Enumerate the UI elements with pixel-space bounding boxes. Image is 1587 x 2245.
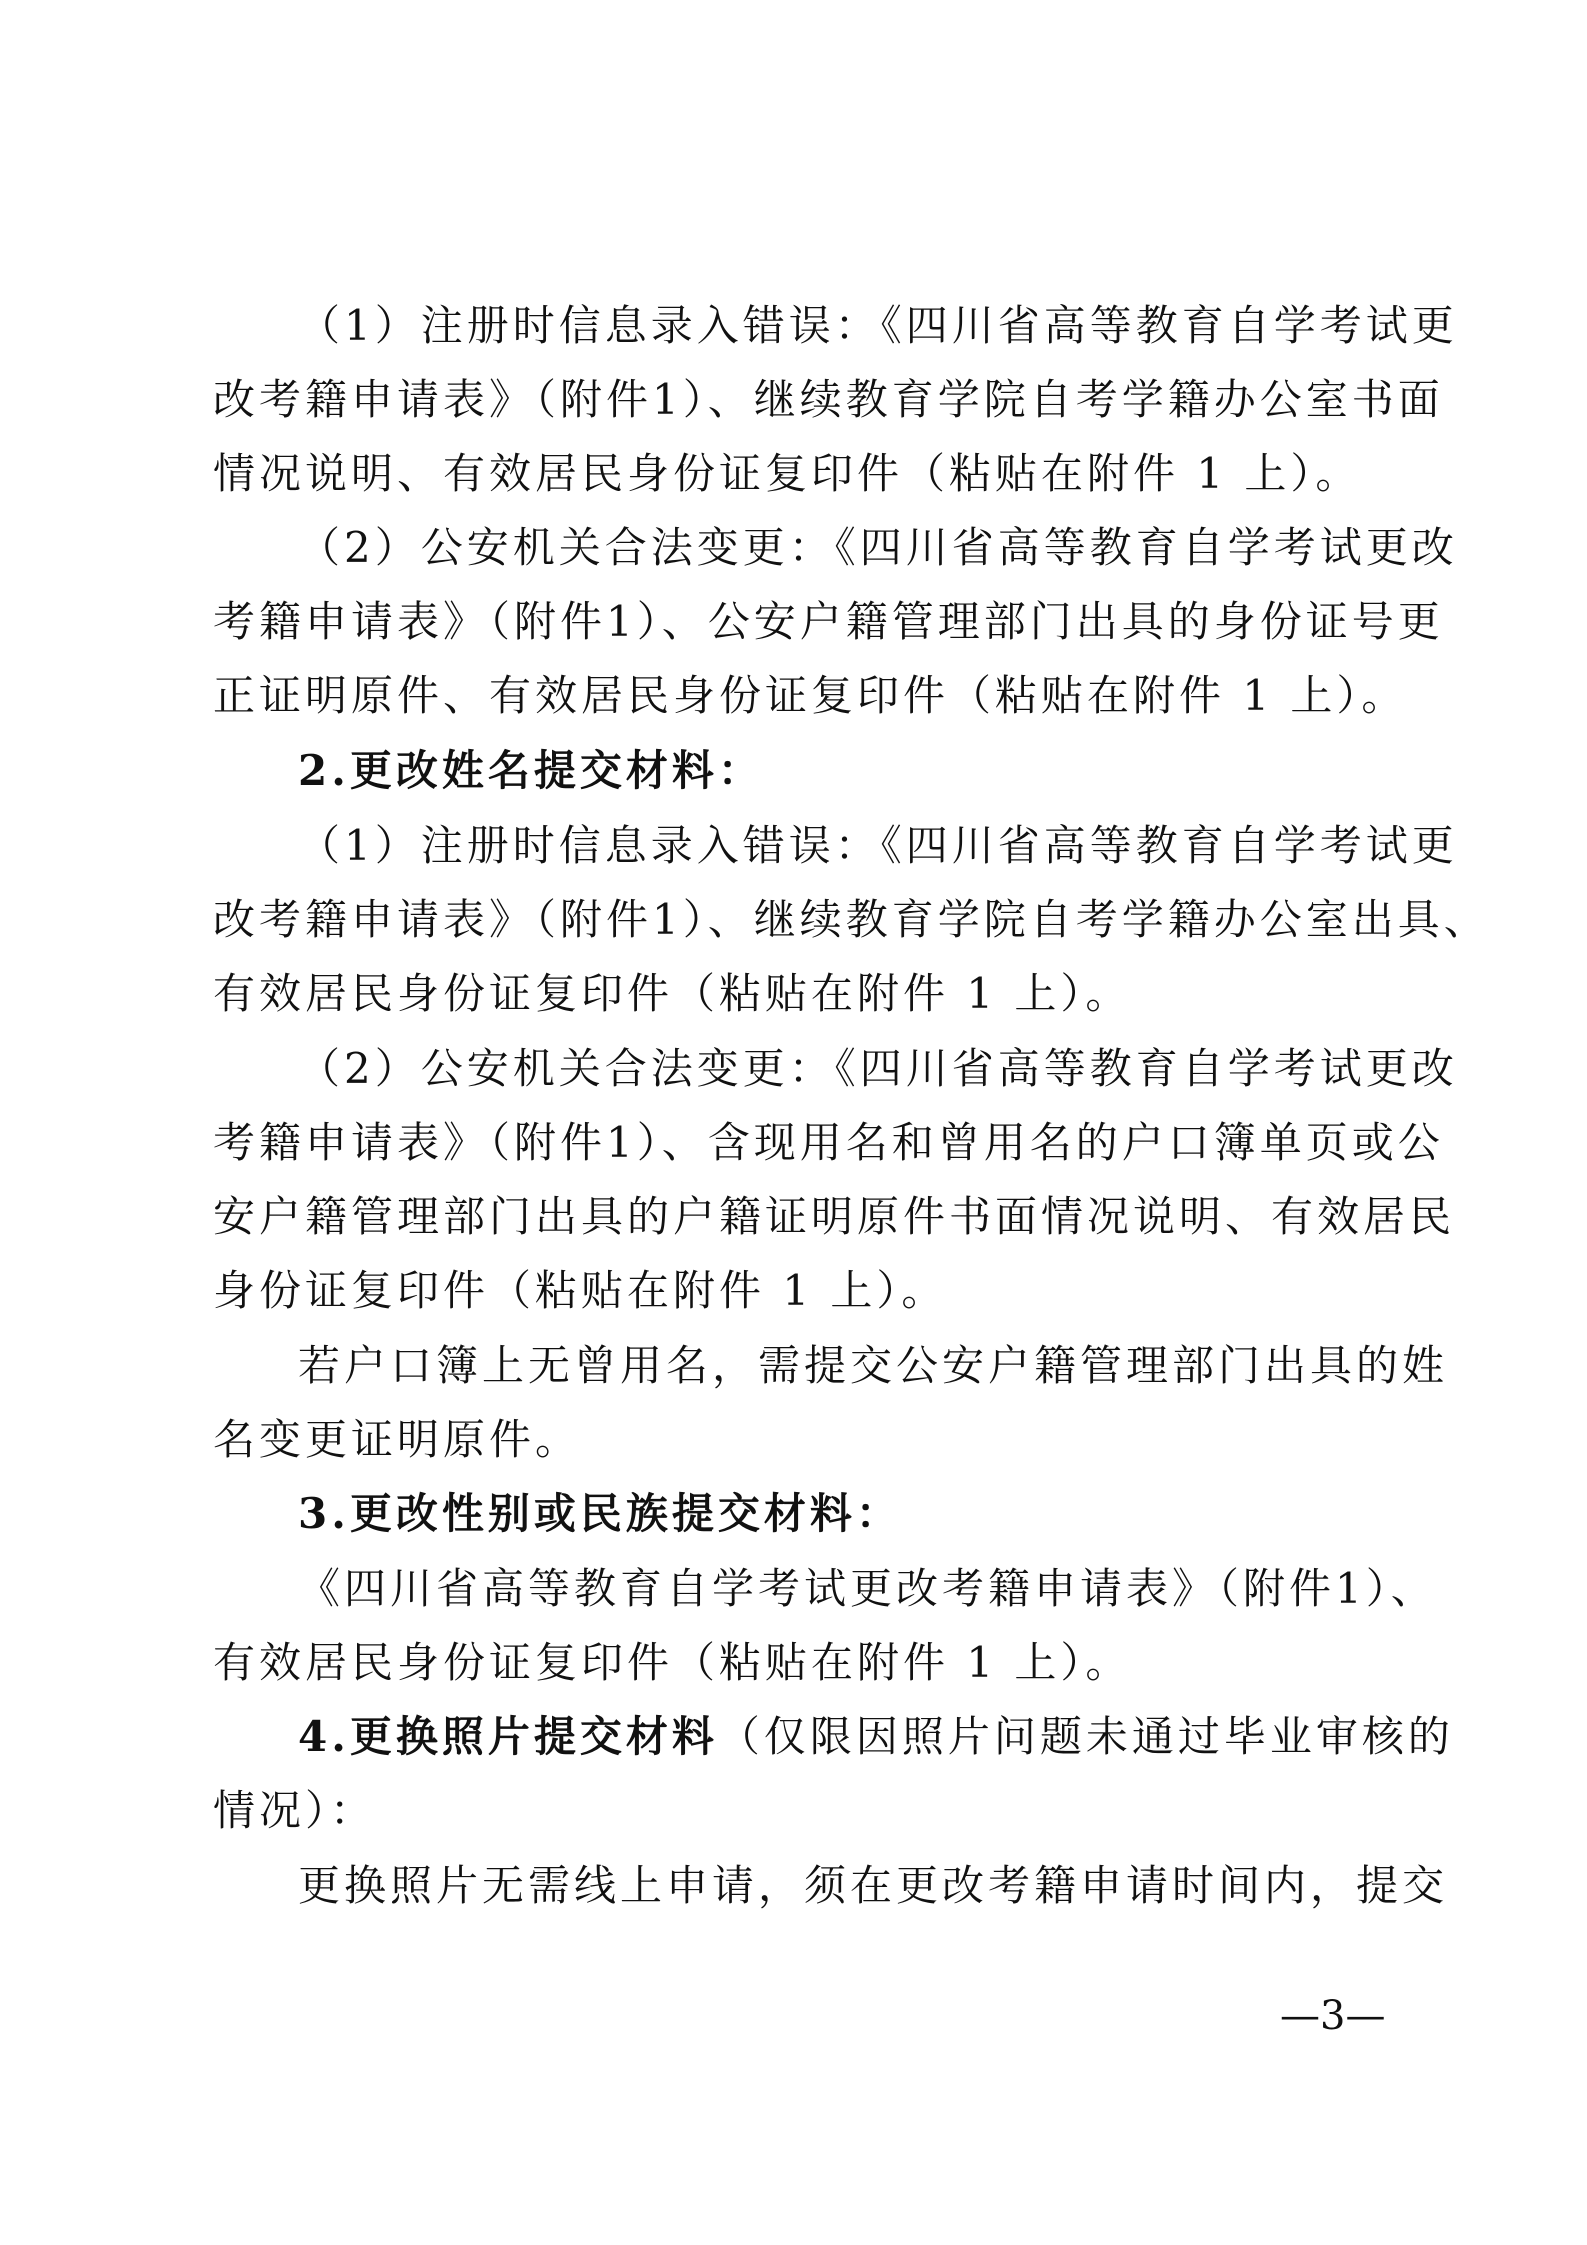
text-line: （2）公安机关合法变更：《四川省高等教育自学考试更改: [298, 1044, 1458, 1093]
text-line: 名变更证明原件。: [213, 1415, 582, 1464]
text-line: 正证明原件、有效居民身份证复印件（粘贴在附件 1 上）。: [213, 671, 1408, 720]
text-line: 有效居民身份证复印件（粘贴在附件 1 上）。: [213, 1638, 1132, 1687]
section-heading: 3.更改性别或民族提交材料：: [298, 1489, 902, 1538]
text-line: 《四川省高等教育自学考试更改考籍申请表》（附件1）、: [298, 1564, 1437, 1613]
text-line: （2）公安机关合法变更：《四川省高等教育自学考试更改: [298, 523, 1458, 572]
text-line: 安户籍管理部门出具的户籍证明原件书面情况说明、有效居民: [213, 1192, 1456, 1241]
text-line: （1）注册时信息录入错误：《四川省高等教育自学考试更: [298, 301, 1458, 350]
text-line: 改考籍申请表》（附件1）、继续教育学院自考学籍办公室出具、: [213, 895, 1490, 944]
text-line: 有效居民身份证复印件（粘贴在附件 1 上）。: [213, 969, 1132, 1018]
page-number: —3—: [1280, 1993, 1386, 2039]
text-line: （1）注册时信息录入错误：《四川省高等教育自学考试更: [298, 821, 1458, 870]
text-line: 情况）：: [213, 1786, 377, 1835]
section-heading: 2.更改姓名提交材料：: [298, 746, 764, 795]
section-heading: 4.更换照片提交材料: [298, 1712, 718, 1761]
heading-note: （仅限因照片问题未通过毕业审核的: [717, 1712, 1454, 1761]
section-heading-line: [298, 1711, 1478, 1763]
text-line: 身份证复印件（粘贴在附件 1 上）。: [213, 1266, 948, 1315]
text-line: 若户口簿上无曾用名，需提交公安户籍管理部门出具的姓: [298, 1341, 1449, 1390]
text-line: 更换照片无需线上申请，须在更改考籍申请时间内，提交: [298, 1861, 1449, 1910]
text-line: 情况说明、有效居民身份证复印件（粘贴在附件 1 上）。: [213, 449, 1362, 498]
text-line: 改考籍申请表》（附件1）、继续教育学院自考学籍办公室书面: [213, 375, 1444, 424]
text-line: 考籍申请表》（附件1）、公安户籍管理部门出具的身份证号更: [213, 597, 1444, 646]
text-line: 考籍申请表》（附件1）、含现用名和曾用名的户口簿单页或公: [213, 1118, 1444, 1167]
